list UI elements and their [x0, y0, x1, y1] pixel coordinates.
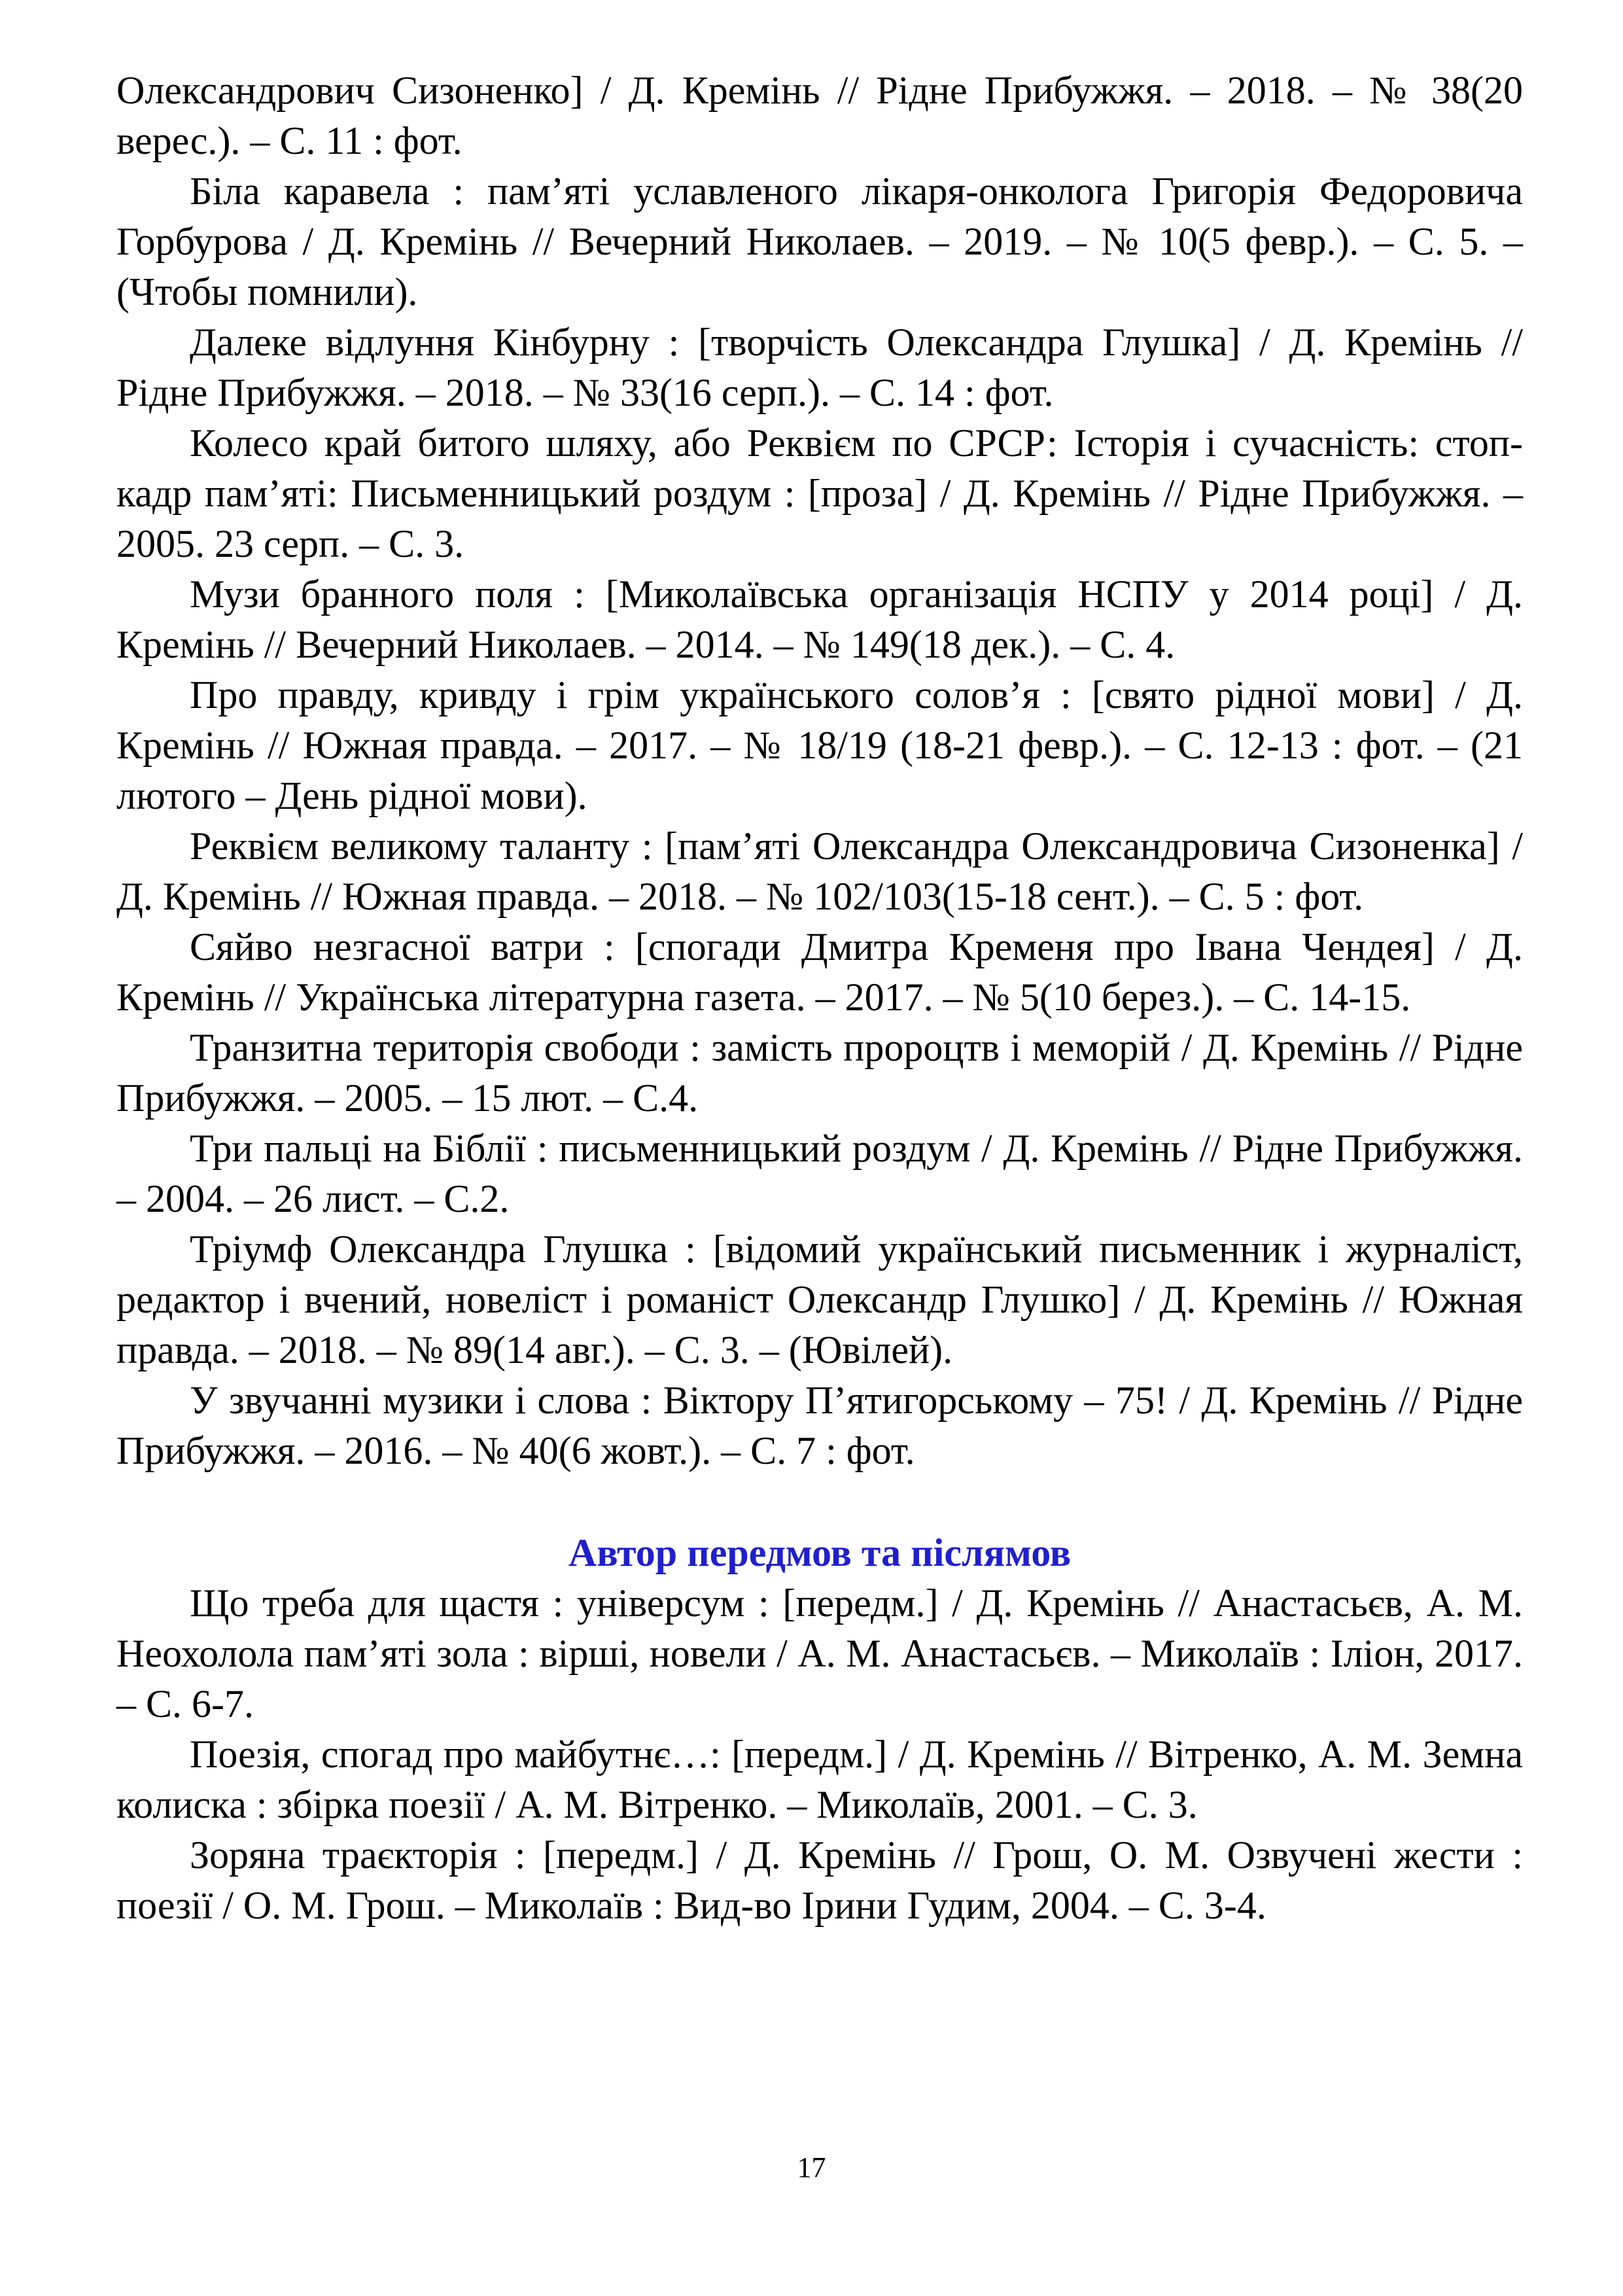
bibliography-entry: Тріумф Олександра Глушка : [відомий український письменник і журналіст, редактор і вчений, новеліст і романіст Олександр Глушко] / Д. Кремінь // Южная правда. – 2018. – № 89(14 авг.). – С. 3. – (Ювілей).	[116, 1227, 1523, 1371]
bibliography-entry-continuation: Олександрович Сизоненко] / Д. Кремінь // Рідне Прибужжя. – 2018. – № 38(20 верес.). – С. 11 : фот.	[116, 69, 1523, 162]
bibliography-entry: Транзитна територія свободи : замість пророцтв і меморій / Д. Кремінь // Рідне Прибужжя. – 2005. – 15 лют. – С.4.	[116, 1026, 1523, 1120]
section-entry: Поезія, спогад про майбутнє…: [передм.] / Д. Кремінь // Вітренко, А. М. Земна колиска : збірка поезії / А. М. Вітренко. – Миколаїв, 2001. – С. 3.	[116, 1733, 1523, 1826]
bibliography-entry: Біла каравела : пам’яті уславленого лікаря-онколога Григорія Федоровича Горбурова / Д. Кремінь // Вечерний Николаев. – 2019. – № 10(5 февр.). – С. 5. – (Чтобы помнили).	[116, 169, 1523, 313]
page-number: 17	[797, 2151, 826, 2183]
bibliography-entry: Музи бранного поля : [Миколаївська організація НСПУ у 2014 році] / Д. Кремінь // Вечерний Николаев. – 2014. – № 149(18 дек.). – С. 4.	[116, 573, 1523, 666]
section-entry: Що треба для щастя : універсум : [передм.] / Д. Кремінь // Анастасьєв, А. М. Неохолола пам’яті зола : вірші, новели / А. М. Анастасьєв. – Миколаїв : Іліон, 2017. – С. 6-7.	[116, 1581, 1523, 1725]
bibliography-entry: Колесо край битого шляху, або Реквієм по СРСР: Історія і сучасність: стоп-кадр пам’яті: Письменницький роздум : [проза] / Д. Кремінь // Рідне Прибужжя. – 2005. 23 серп. – С. 3.	[116, 421, 1523, 565]
bibliography-entry: У звучанні музики і слова : Віктору П’ятигорському – 75! / Д. Кремінь // Рідне Прибужжя. – 2016. – № 40(6 жовт.). – С. 7 : фот.	[116, 1379, 1523, 1472]
bibliography-entry: Три пальці на Біблії : письменницький роздум / Д. Кремінь // Рідне Прибужжя. – 2004. – 26 лист. – С.2.	[116, 1127, 1523, 1220]
bibliography-entry: Реквієм великому таланту : [пам’яті Олександра Олександровича Сизоненка] / Д. Кремінь // Южная правда. – 2018. – № 102/103(15-18 сент.). – С. 5 : фот.	[116, 824, 1523, 918]
document-page	[116, 65, 1523, 1931]
bibliography-entry: Сяйво незгасної ватри : [спогади Дмитра Кременя про Івана Чендея] / Д. Кремінь // Українська літературна газета. – 2017. – № 5(10 берез.). – С. 14-15.	[116, 925, 1523, 1019]
section-entry: Зоряна траєкторія : [передм.] / Д. Кремінь // Грош, О. М. Озвучені жести : поезії / О. М. Грош. – Миколаїв : Вид-во Ірини Гудим, 2004. – С. 3-4.	[116, 1833, 1523, 1927]
section-heading: Автор передмов та післямов	[568, 1531, 1072, 1574]
bibliography-entry: Про правду, кривду і грім українського солов’я : [свято рідної мови] / Д. Кремінь // Южная правда. – 2017. – № 18/19 (18-21 февр.). – С. 12-13 : фот. – (21 лютого – День рідної мови).	[116, 673, 1523, 817]
bibliography-entry: Далеке відлуння Кінбурну : [творчість Олександра Глушка] / Д. Кремінь // Рідне Прибужжя. – 2018. – № 33(16 серп.). – С. 14 : фот.	[116, 321, 1523, 414]
